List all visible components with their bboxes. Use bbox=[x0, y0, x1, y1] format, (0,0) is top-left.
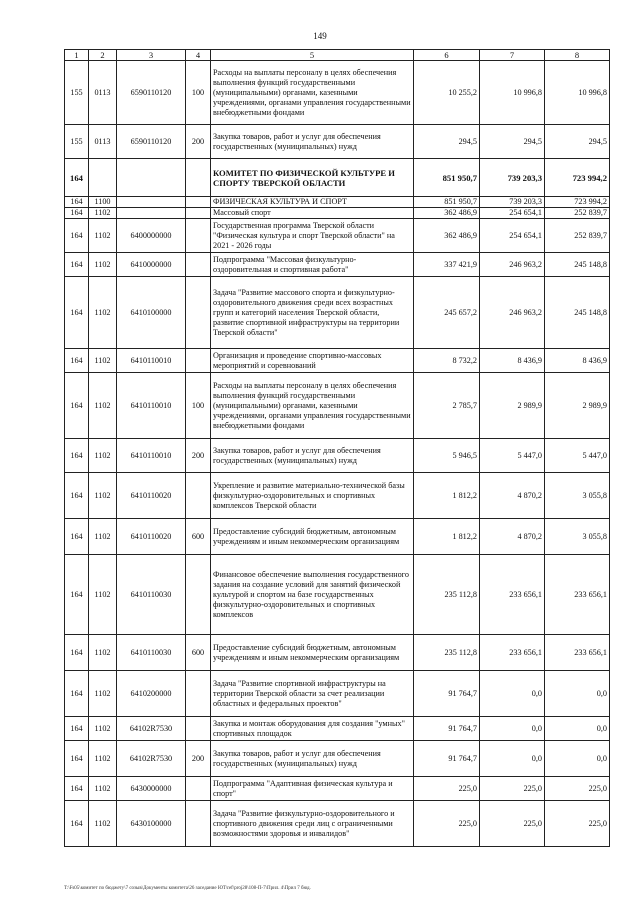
col-header: 4 bbox=[186, 50, 211, 61]
cell-section: 1102 bbox=[89, 801, 117, 847]
table-row bbox=[65, 717, 610, 741]
cell-amount-3: 245 148,8 bbox=[545, 277, 610, 349]
cell-admin-code: 164 bbox=[65, 741, 89, 777]
cell-description: Организация и проведение спортивно-массовых мероприятий и соревнований bbox=[211, 349, 414, 373]
table-row bbox=[65, 741, 610, 777]
cell-section: 0113 bbox=[89, 61, 117, 125]
cell-amount-1: 235 112,8 bbox=[414, 635, 480, 671]
table-row bbox=[65, 219, 610, 253]
footer-file-path: T:\Fs05\комитет по бюджету\7 созыв\Документы комитета\26 заседание ЮТ\ref\proj28\108-П-7\Прил. 4\Прил 7 бюд. bbox=[64, 886, 311, 891]
cell-amount-1: 2 785,7 bbox=[414, 373, 480, 439]
table-row bbox=[65, 373, 610, 439]
cell-section: 1102 bbox=[89, 253, 117, 277]
cell-description: Закупка товаров, работ и услуг для обеспечения государственных (муниципальных) нужд bbox=[211, 741, 414, 777]
cell-section: 1102 bbox=[89, 717, 117, 741]
cell-amount-3: 0,0 bbox=[545, 671, 610, 717]
cell-section bbox=[89, 159, 117, 197]
cell-target-article: 6410110010 bbox=[117, 439, 186, 473]
cell-amount-2: 225,0 bbox=[480, 777, 545, 801]
cell-amount-3: 252 839,7 bbox=[545, 219, 610, 253]
cell-amount-2: 294,5 bbox=[480, 125, 545, 159]
cell-amount-2: 739 203,3 bbox=[480, 197, 545, 208]
cell-admin-code: 155 bbox=[65, 125, 89, 159]
cell-description: КОМИТЕТ ПО ФИЗИЧЕСКОЙ КУЛЬТУРЕ И СПОРТУ ТВЕРСКОЙ ОБЛАСТИ bbox=[211, 159, 414, 197]
cell-target-article: 6410200000 bbox=[117, 671, 186, 717]
cell-admin-code: 164 bbox=[65, 208, 89, 219]
col-header: 7 bbox=[480, 50, 545, 61]
table-row bbox=[65, 349, 610, 373]
cell-expense-type: 200 bbox=[186, 125, 211, 159]
cell-amount-1: 851 950,7 bbox=[414, 159, 480, 197]
cell-expense-type: 200 bbox=[186, 741, 211, 777]
cell-amount-1: 245 657,2 bbox=[414, 277, 480, 349]
cell-target-article: 6410000000 bbox=[117, 253, 186, 277]
table-header-row bbox=[65, 50, 610, 61]
cell-amount-3: 0,0 bbox=[545, 741, 610, 777]
cell-expense-type bbox=[186, 253, 211, 277]
cell-amount-2: 254 654,1 bbox=[480, 219, 545, 253]
table-row bbox=[65, 635, 610, 671]
cell-section: 1102 bbox=[89, 208, 117, 219]
cell-amount-2: 0,0 bbox=[480, 741, 545, 777]
cell-admin-code: 164 bbox=[65, 349, 89, 373]
cell-amount-1: 1 812,2 bbox=[414, 473, 480, 519]
cell-description: Задача "Развитие физкультурно-оздоровительного и спортивного движения среди лиц с ограниченными возможностями здоровья и инвалидов" bbox=[211, 801, 414, 847]
table-row bbox=[65, 253, 610, 277]
cell-amount-1: 851 950,7 bbox=[414, 197, 480, 208]
cell-amount-2: 225,0 bbox=[480, 801, 545, 847]
cell-target-article bbox=[117, 159, 186, 197]
cell-admin-code: 164 bbox=[65, 277, 89, 349]
cell-amount-2: 4 870,2 bbox=[480, 519, 545, 555]
cell-admin-code: 155 bbox=[65, 61, 89, 125]
cell-amount-3: 723 994,2 bbox=[545, 159, 610, 197]
cell-expense-type: 100 bbox=[186, 61, 211, 125]
cell-admin-code: 164 bbox=[65, 671, 89, 717]
table-row bbox=[65, 208, 610, 219]
cell-expense-type bbox=[186, 159, 211, 197]
cell-amount-2: 233 656,1 bbox=[480, 635, 545, 671]
table-row bbox=[65, 61, 610, 125]
cell-amount-3: 8 436,9 bbox=[545, 349, 610, 373]
cell-admin-code: 164 bbox=[65, 159, 89, 197]
col-header: 8 bbox=[545, 50, 610, 61]
cell-amount-1: 91 764,7 bbox=[414, 671, 480, 717]
cell-amount-2: 5 447,0 bbox=[480, 439, 545, 473]
cell-target-article: 6410110030 bbox=[117, 555, 186, 635]
cell-description: ФИЗИЧЕСКАЯ КУЛЬТУРА И СПОРТ bbox=[211, 197, 414, 208]
cell-amount-1: 235 112,8 bbox=[414, 555, 480, 635]
cell-description: Расходы на выплаты персоналу в целях обеспечения выполнения функций государственными (муниципальными) органами, казенными учреждениями, органами управления государственными внебюджетными фондами bbox=[211, 373, 414, 439]
cell-section: 0113 bbox=[89, 125, 117, 159]
cell-amount-1: 8 732,2 bbox=[414, 349, 480, 373]
cell-target-article: 6410110010 bbox=[117, 373, 186, 439]
cell-admin-code: 164 bbox=[65, 555, 89, 635]
cell-section: 1102 bbox=[89, 473, 117, 519]
cell-admin-code: 164 bbox=[65, 219, 89, 253]
cell-amount-3: 5 447,0 bbox=[545, 439, 610, 473]
cell-target-article: 6400000000 bbox=[117, 219, 186, 253]
cell-amount-2: 10 996,8 bbox=[480, 61, 545, 125]
col-header: 2 bbox=[89, 50, 117, 61]
cell-description: Предоставление субсидий бюджетным, автономным учреждениям и иным некоммерческим организациям bbox=[211, 519, 414, 555]
cell-section: 1102 bbox=[89, 349, 117, 373]
table-row bbox=[65, 671, 610, 717]
cell-section: 1102 bbox=[89, 519, 117, 555]
cell-section: 1102 bbox=[89, 277, 117, 349]
cell-target-article: 64102R7530 bbox=[117, 741, 186, 777]
cell-target-article: 6430000000 bbox=[117, 777, 186, 801]
cell-description: Предоставление субсидий бюджетным, автономным учреждениям и иным некоммерческим организациям bbox=[211, 635, 414, 671]
cell-amount-1: 1 812,2 bbox=[414, 519, 480, 555]
cell-amount-1: 362 486,9 bbox=[414, 219, 480, 253]
cell-expense-type bbox=[186, 219, 211, 253]
cell-admin-code: 164 bbox=[65, 777, 89, 801]
table-row bbox=[65, 777, 610, 801]
cell-description: Задача "Развитие массового спорта и физкультурно-оздоровительного движения среди всех возрастных групп и категорий населения Тверской области, развитие спортивной инфраструктуры на территории Тверской области" bbox=[211, 277, 414, 349]
cell-description: Задача "Развитие спортивной инфраструктуры на территории Тверской области за счет реализации областных и федеральных проектов" bbox=[211, 671, 414, 717]
cell-amount-2: 8 436,9 bbox=[480, 349, 545, 373]
col-header: 6 bbox=[414, 50, 480, 61]
cell-amount-3: 3 055,8 bbox=[545, 473, 610, 519]
cell-amount-1: 5 946,5 bbox=[414, 439, 480, 473]
cell-target-article: 6410110020 bbox=[117, 473, 186, 519]
cell-amount-2: 4 870,2 bbox=[480, 473, 545, 519]
cell-target-article bbox=[117, 208, 186, 219]
col-header: 3 bbox=[117, 50, 186, 61]
cell-target-article: 6410110030 bbox=[117, 635, 186, 671]
cell-amount-3: 225,0 bbox=[545, 777, 610, 801]
col-header: 5 bbox=[211, 50, 414, 61]
cell-expense-type: 100 bbox=[186, 373, 211, 439]
cell-expense-type bbox=[186, 777, 211, 801]
budget-table bbox=[64, 49, 610, 847]
table-row bbox=[65, 555, 610, 635]
cell-amount-1: 362 486,9 bbox=[414, 208, 480, 219]
cell-section: 1102 bbox=[89, 777, 117, 801]
cell-section: 1100 bbox=[89, 197, 117, 208]
cell-expense-type bbox=[186, 349, 211, 373]
cell-target-article: 6410110020 bbox=[117, 519, 186, 555]
cell-amount-2: 0,0 bbox=[480, 671, 545, 717]
table-row bbox=[65, 277, 610, 349]
cell-description: Закупка товаров, работ и услуг для обеспечения государственных (муниципальных) нужд bbox=[211, 125, 414, 159]
cell-admin-code: 164 bbox=[65, 197, 89, 208]
cell-description: Финансовое обеспечение выполнения государственного задания на создание условий для занятий физической культурой и спортом на базе государственных физкультурно-оздоровительных и спортивных комплексов bbox=[211, 555, 414, 635]
cell-amount-3: 252 839,7 bbox=[545, 208, 610, 219]
table-row bbox=[65, 473, 610, 519]
cell-expense-type bbox=[186, 473, 211, 519]
cell-amount-1: 91 764,7 bbox=[414, 741, 480, 777]
cell-amount-3: 2 989,9 bbox=[545, 373, 610, 439]
cell-description: Подпрограмма "Адаптивная физическая культура и спорт" bbox=[211, 777, 414, 801]
cell-target-article bbox=[117, 197, 186, 208]
cell-target-article: 6410100000 bbox=[117, 277, 186, 349]
cell-target-article: 6410110010 bbox=[117, 349, 186, 373]
cell-expense-type bbox=[186, 801, 211, 847]
cell-section: 1102 bbox=[89, 219, 117, 253]
col-header: 1 bbox=[65, 50, 89, 61]
page-number: 149 bbox=[313, 31, 327, 41]
cell-admin-code: 164 bbox=[65, 635, 89, 671]
cell-amount-1: 294,5 bbox=[414, 125, 480, 159]
cell-section: 1102 bbox=[89, 439, 117, 473]
cell-amount-2: 233 656,1 bbox=[480, 555, 545, 635]
cell-target-article: 6590110120 bbox=[117, 125, 186, 159]
cell-expense-type bbox=[186, 277, 211, 349]
cell-admin-code: 164 bbox=[65, 519, 89, 555]
cell-section: 1102 bbox=[89, 741, 117, 777]
cell-amount-3: 245 148,8 bbox=[545, 253, 610, 277]
cell-admin-code: 164 bbox=[65, 473, 89, 519]
cell-section: 1102 bbox=[89, 555, 117, 635]
cell-expense-type bbox=[186, 208, 211, 219]
cell-amount-1: 225,0 bbox=[414, 777, 480, 801]
cell-amount-2: 246 963,2 bbox=[480, 253, 545, 277]
cell-amount-1: 91 764,7 bbox=[414, 717, 480, 741]
cell-expense-type bbox=[186, 717, 211, 741]
cell-expense-type: 600 bbox=[186, 635, 211, 671]
cell-amount-2: 254 654,1 bbox=[480, 208, 545, 219]
cell-section: 1102 bbox=[89, 373, 117, 439]
cell-expense-type: 200 bbox=[186, 439, 211, 473]
cell-description: Подпрограмма "Массовая физкультурно-оздоровительная и спортивная работа" bbox=[211, 253, 414, 277]
cell-amount-3: 723 994,2 bbox=[545, 197, 610, 208]
cell-amount-3: 233 656,1 bbox=[545, 635, 610, 671]
cell-target-article: 64102R7530 bbox=[117, 717, 186, 741]
cell-amount-3: 0,0 bbox=[545, 717, 610, 741]
cell-amount-3: 10 996,8 bbox=[545, 61, 610, 125]
cell-amount-2: 2 989,9 bbox=[480, 373, 545, 439]
table-row bbox=[65, 439, 610, 473]
table-row bbox=[65, 801, 610, 847]
cell-admin-code: 164 bbox=[65, 373, 89, 439]
cell-amount-3: 233 656,1 bbox=[545, 555, 610, 635]
cell-admin-code: 164 bbox=[65, 253, 89, 277]
cell-expense-type: 600 bbox=[186, 519, 211, 555]
cell-description: Расходы на выплаты персоналу в целях обеспечения выполнения функций государственными (муниципальными) органами, казенными учреждениями, органами управления государственными внебюджетными фондами bbox=[211, 61, 414, 125]
cell-target-article: 6590110120 bbox=[117, 61, 186, 125]
cell-description: Закупка и монтаж оборудования для создания "умных" спортивных площадок bbox=[211, 717, 414, 741]
cell-expense-type bbox=[186, 197, 211, 208]
cell-expense-type bbox=[186, 555, 211, 635]
cell-admin-code: 164 bbox=[65, 801, 89, 847]
cell-section: 1102 bbox=[89, 635, 117, 671]
cell-description: Массовый спорт bbox=[211, 208, 414, 219]
cell-section: 1102 bbox=[89, 671, 117, 717]
table-row bbox=[65, 159, 610, 197]
cell-target-article: 6430100000 bbox=[117, 801, 186, 847]
cell-amount-1: 225,0 bbox=[414, 801, 480, 847]
table-row bbox=[65, 197, 610, 208]
cell-amount-1: 10 255,2 bbox=[414, 61, 480, 125]
cell-admin-code: 164 bbox=[65, 439, 89, 473]
cell-amount-2: 0,0 bbox=[480, 717, 545, 741]
cell-admin-code: 164 bbox=[65, 717, 89, 741]
table-row bbox=[65, 519, 610, 555]
cell-amount-2: 739 203,3 bbox=[480, 159, 545, 197]
cell-amount-2: 246 963,2 bbox=[480, 277, 545, 349]
cell-description: Укрепление и развитие материально-технической базы физкультурно-оздоровительных и спортивных комплексов Тверской области bbox=[211, 473, 414, 519]
cell-expense-type bbox=[186, 671, 211, 717]
cell-amount-3: 225,0 bbox=[545, 801, 610, 847]
table-row bbox=[65, 125, 610, 159]
cell-amount-3: 294,5 bbox=[545, 125, 610, 159]
cell-description: Государственная программа Тверской области "Физическая культура и спорт Тверской области" на 2021 - 2026 годы bbox=[211, 219, 414, 253]
cell-amount-1: 337 421,9 bbox=[414, 253, 480, 277]
cell-amount-3: 3 055,8 bbox=[545, 519, 610, 555]
cell-description: Закупка товаров, работ и услуг для обеспечения государственных (муниципальных) нужд bbox=[211, 439, 414, 473]
